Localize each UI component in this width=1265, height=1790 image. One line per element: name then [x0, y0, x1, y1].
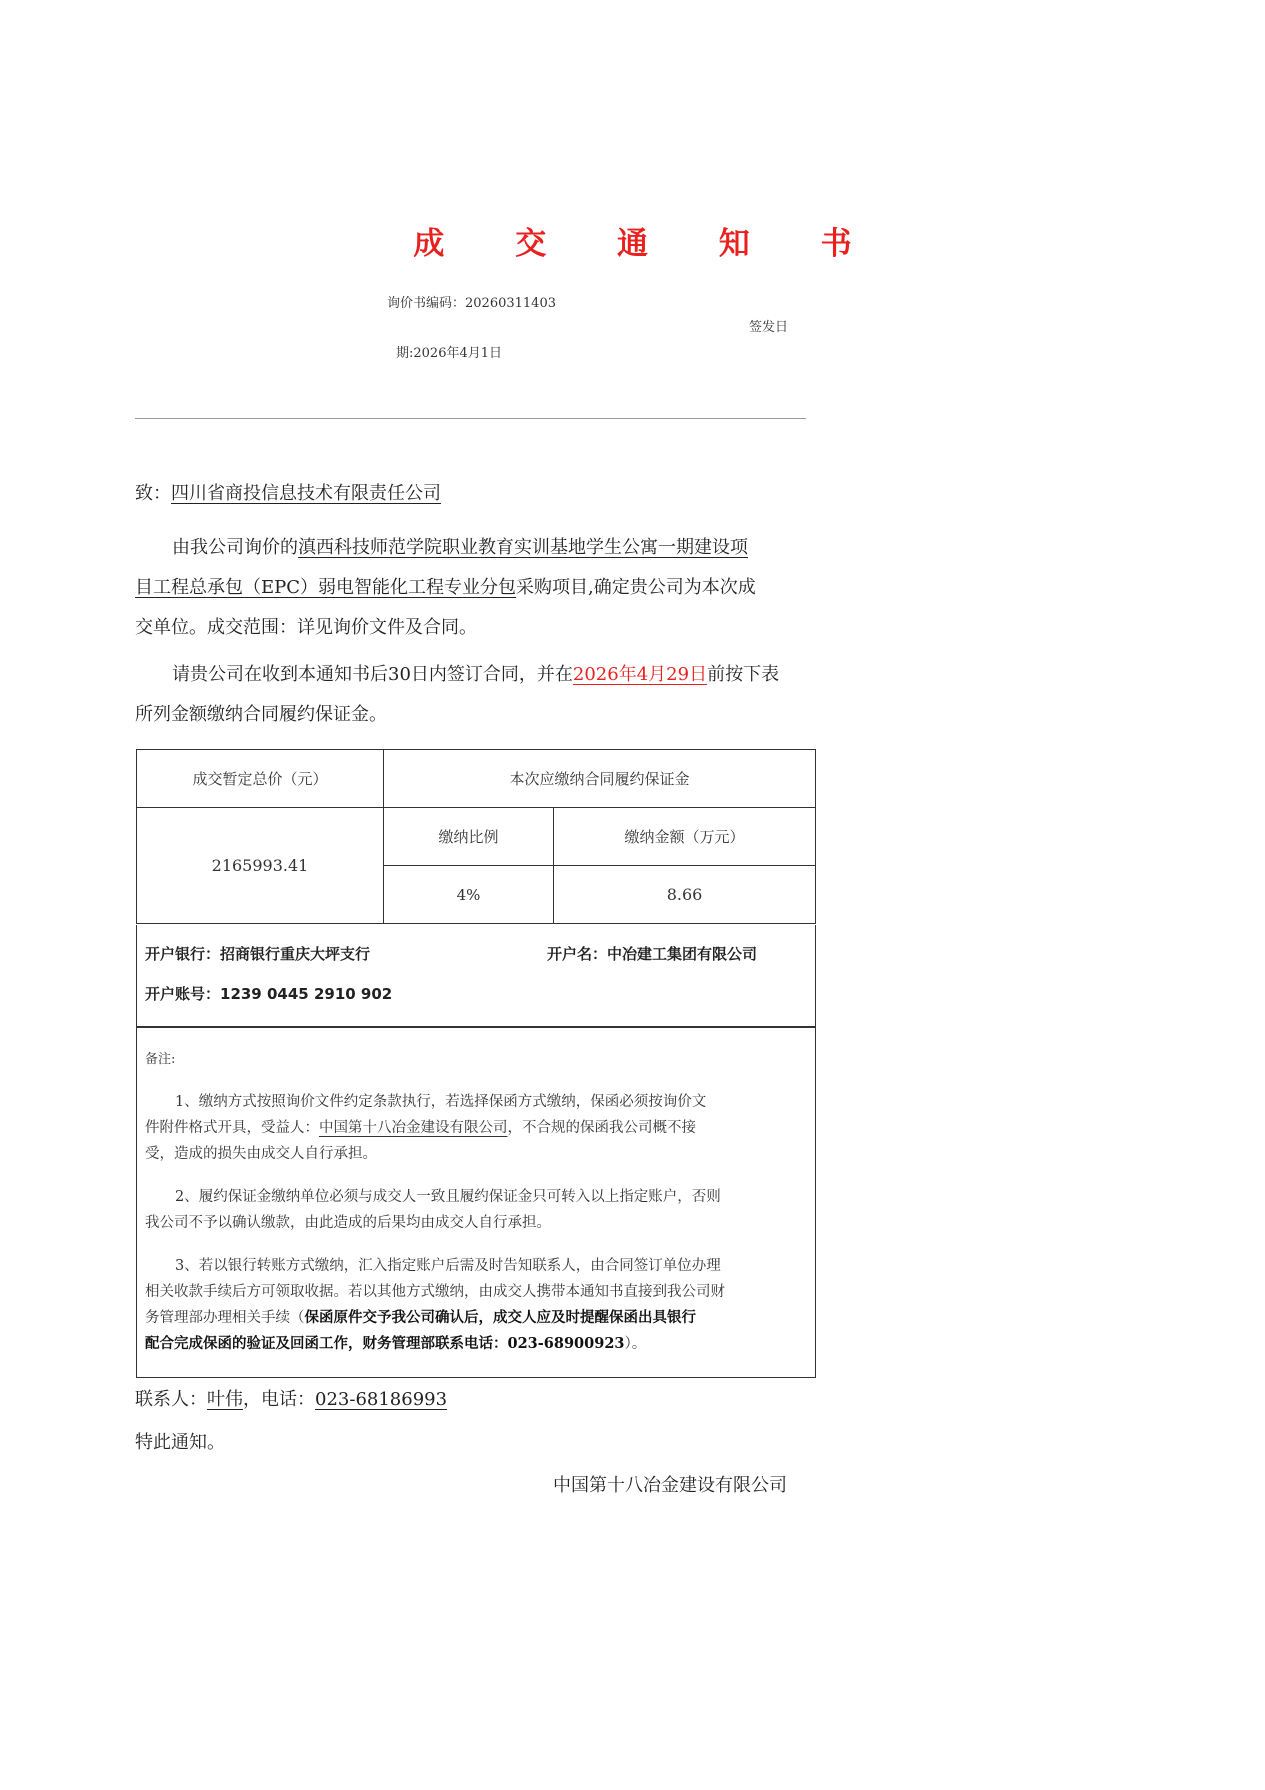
- contact-line: [135, 1380, 447, 1420]
- notes-box: [136, 1027, 816, 1378]
- note3-bold-part1: 保函原件交予我公司确认后，成交人应及时提醒保函出具银行: [304, 1309, 696, 1326]
- notes-label: 备注:: [145, 1052, 176, 1067]
- total-price-value: 2165993.41: [137, 808, 384, 924]
- note3-suffix: ）。: [624, 1336, 647, 1352]
- to-label: 致：: [135, 483, 171, 504]
- phone-label: ，电话：: [243, 1389, 315, 1410]
- note1-suffix: ，不合规的保函我公司概不接: [507, 1120, 696, 1136]
- deposit-table: [136, 749, 816, 924]
- deadline-date: 2026年4月29日: [572, 664, 708, 685]
- ratio-value: 4%: [384, 866, 554, 924]
- bank-info: [136, 925, 816, 1027]
- contact-label: 联系人：: [135, 1389, 207, 1410]
- para1-suffix: 采购项目,确定贵公司为本次成: [516, 577, 756, 598]
- note1-line3: 受，造成的损失由成交人自行承担。: [145, 1146, 377, 1162]
- note1-line2: [145, 1116, 696, 1137]
- account-name: 开户名：中冶建工集团有限公司: [547, 945, 758, 963]
- amount-header: 缴纳金额（万元）: [554, 808, 816, 866]
- closing-text: 特此通知。: [135, 1432, 225, 1453]
- note1-line1: 1、缴纳方式按照询价文件约定条款执行，若选择保函方式缴纳，保函必须按询价文: [175, 1094, 707, 1110]
- page-title: 成 交 通 知 书: [413, 226, 882, 262]
- note3-line1: 3、若以银行转账方式缴纳，汇入指定账户后需及时告知联系人，由合同签订单位办理: [175, 1258, 721, 1274]
- para1-prefix: 由我公司询价的: [172, 537, 298, 558]
- note3-prefix: 务管理部办理相关手续（: [145, 1310, 305, 1326]
- para2-line2: 所列金额缴纳合同履约保证金。: [135, 704, 387, 725]
- contact-phone: 023-68186993: [315, 1389, 448, 1410]
- project-name-part1: 滇西科技师范学院职业教育实训基地学生公寓一期建设项: [298, 537, 748, 558]
- issue-date-value: 期:2026年4月1日: [396, 346, 503, 361]
- para1-line3: 交单位。成交范围：详见询价文件及合同。: [135, 617, 477, 638]
- amount-value: 8.66: [554, 866, 816, 924]
- para1-line2: [135, 568, 756, 608]
- issue-date-label: 签发日: [749, 320, 789, 335]
- note1-prefix: 件附件格式开具，受益人：: [145, 1120, 319, 1136]
- note3-line2: 相关收款手续后方可领取收据。若以其他方式缴纳，由成交人携带本通知书直接到我公司财: [145, 1284, 725, 1300]
- note2-line1: 2、履约保证金缴纳单位必须与成交人一致且履约保证金只可转入以上指定账户，否则: [175, 1189, 721, 1205]
- ratio-header: 缴纳比例: [384, 808, 554, 866]
- recipient-line: [135, 474, 441, 514]
- bank-name: 开户银行：招商银行重庆大坪支行: [145, 945, 371, 963]
- beneficiary-name: 中国第十八冶金建设有限公司: [319, 1120, 508, 1136]
- para2-prefix: 请贵公司在收到本通知书后30日内签订合同，并在: [172, 664, 573, 685]
- col-header-total-price: 成交暂定总价（元）: [137, 750, 384, 808]
- para1-line1: [172, 528, 748, 568]
- note3-line3: [145, 1306, 696, 1327]
- contact-name: 叶伟: [207, 1389, 243, 1410]
- para2-suffix: 前按下表: [707, 664, 780, 685]
- header-divider: [135, 418, 806, 419]
- inquiry-code: 询价书编码：20260311403: [387, 296, 556, 311]
- col-header-deposit: 本次应缴纳合同履约保证金: [384, 750, 816, 808]
- signature-company: 中国第十八冶金建设有限公司: [553, 1475, 787, 1496]
- note2-line2: 我公司不予以确认缴款，由此造成的后果均由成交人自行承担。: [145, 1215, 551, 1231]
- project-name-part2: 目工程总承包（EPC）弱电智能化工程专业分包: [135, 577, 517, 598]
- note3-line4: [145, 1332, 646, 1353]
- para2-line1: [172, 655, 779, 695]
- account-number: 开户账号：1239 0445 2910 902: [145, 985, 393, 1003]
- note3-bold-part2: 配合完成保函的验证及回函工作，财务管理部联系电话：023-68900923: [145, 1335, 625, 1352]
- recipient-company: 四川省商投信息技术有限责任公司: [171, 483, 441, 504]
